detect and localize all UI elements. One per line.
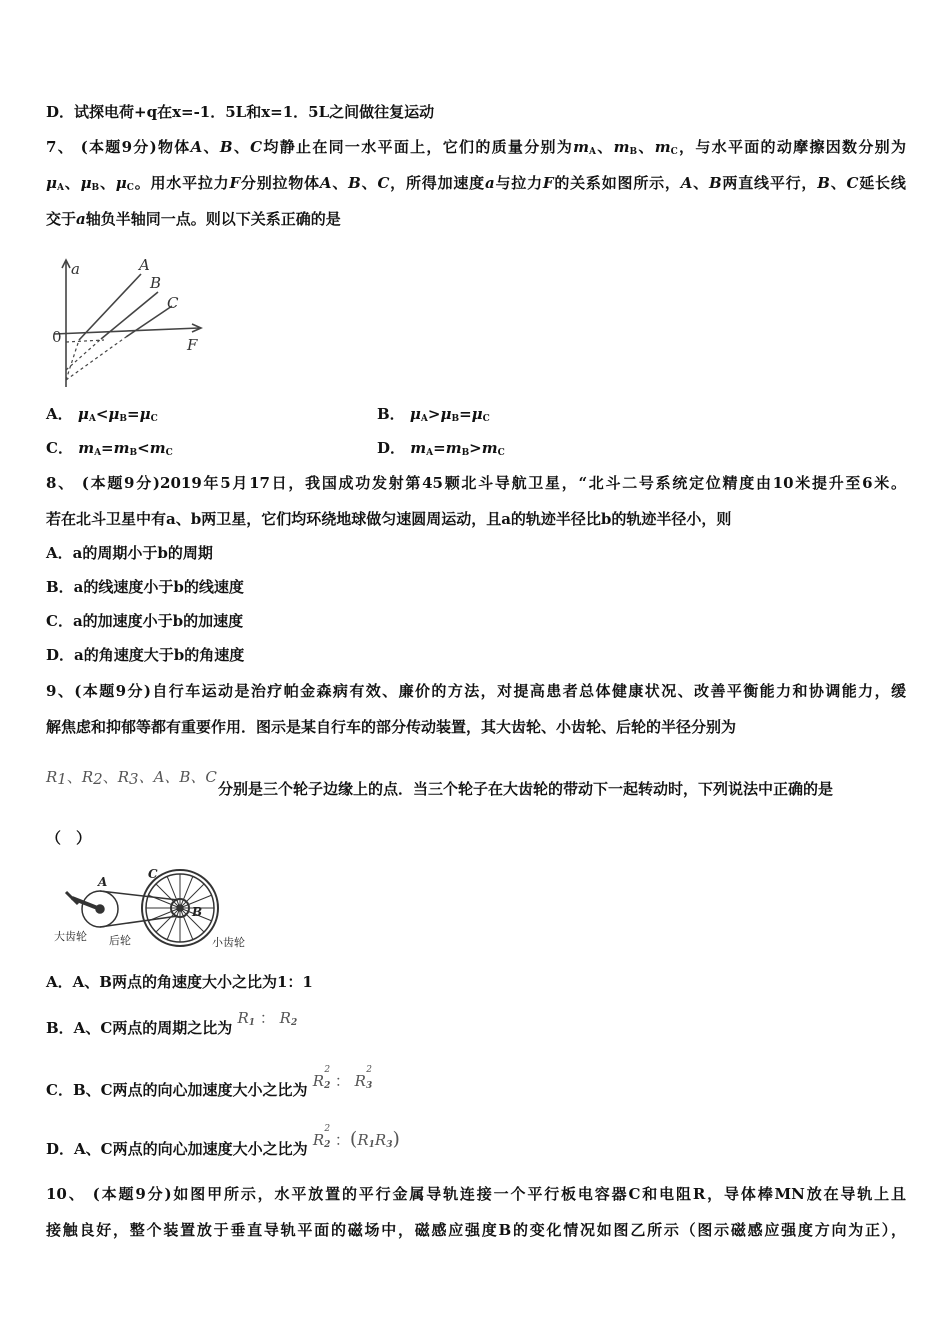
line-c-dashed (66, 337, 126, 380)
q9-option-a: A．A、B两点的角速度大小之比为1：1 (46, 973, 313, 991)
q7-option-c: C． $m_A=m_B<m_C$ (46, 439, 173, 458)
line-c-label: C (167, 294, 179, 312)
point-b-label: B (192, 905, 203, 919)
q9-line1: 9、(本题9分)自行车运动是治疗帕金森病有效、廉价的方法，对提高患者总体健康状况、改善平衡能力和协调能力，缓 (46, 682, 906, 700)
q9-option-b: B．A、C两点的周期之比为 $R_1$ ： $R_2$ (46, 1009, 298, 1037)
q7-line1: 7、 (本题9分)物体A、B、C均静止在同一水平面上，它们的质量分别为$m_A$、$m_B$、$m_C$，与水平面的动摩擦因数分别为 (46, 138, 906, 157)
q9-line3: 分别是三个轮子边缘上的点．当三个轮子在大齿轮的带动下一起转动时，下列说法中正确的是 (218, 780, 834, 798)
line-b-dashed (66, 339, 101, 370)
y-axis-label: a (71, 260, 80, 278)
small-gear-label: 小齿轮 (212, 936, 245, 949)
x-axis-label: F (187, 336, 198, 354)
q10-line2: 接触良好，整个装置放于垂直导轨平面的磁场中，磁感应强度B的变化情况如图乙所示（图示磁感应强度方向为正）， (46, 1221, 906, 1239)
x-axis (54, 328, 199, 334)
q9-paren: （ ） (46, 829, 92, 847)
q8-option-c: C．a的加速度小于b的加速度 (46, 612, 244, 630)
line-c (126, 306, 172, 337)
q9-option-d: D．A、C两点的向心加速度大小之比为 $R_2^2$ ：$(R_1R_3)$ (46, 1124, 400, 1158)
q6-option-d: D．试探电荷+q在x=-1．5L和x=1．5L之间做往复运动 (46, 103, 435, 121)
q9-bicycle-drive-figure (52, 864, 262, 954)
big-gear-label: 大齿轮 (54, 930, 87, 943)
q7-line2: $\mu_A$、$\mu_B$、$\mu_C$。用水平拉力F分别拉物体A、B、C，所得加速度a与拉力F的关系如图所示，A、B两直线平行，B、C延长线 (46, 174, 906, 193)
line-b-label: B (150, 274, 162, 292)
q8-line2: 若在北斗卫星中有a、b两卫星，它们均环绕地球做匀速圆周运动，且a的轨迹半径比b的轨迹半径小，则 (46, 510, 732, 528)
point-a-label: A (98, 875, 108, 889)
q7-option-d: D． $m_A=m_B>m_C$ (377, 439, 505, 458)
q9-radii-math: $R_1$、$R_2$、$R_3$、A、B、C (46, 768, 217, 788)
q9-line2: 解焦虑和抑郁等都有重要作用．图示是某自行车的部分传动装置，其大齿轮、小齿轮、后轮的半径分别为 (46, 718, 737, 736)
q8-option-a: A．a的周期小于b的周期 (46, 544, 213, 562)
rear-wheel-label: 后轮 (109, 934, 131, 947)
line-b (101, 292, 158, 339)
q8-option-b: B．a的线速度小于b的线速度 (46, 578, 244, 596)
q7-a-f-graph (44, 252, 214, 397)
q9-option-c: C．B、C两点的向心加速度大小之比为 $R_2^2$ ： $R_3^2$ (46, 1065, 373, 1099)
q7-option-a: A． $\mu_A<\mu_B=\mu_C$ (46, 405, 158, 424)
origin-label: 0 (52, 328, 62, 346)
point-c-label: C (148, 867, 158, 881)
q8-line1: 8、 (本题9分)2019年5月17日，我国成功发射第45颗北斗导航卫星，“北斗二号系统定位精度由10米提升至6米。 (46, 474, 906, 492)
q8-option-d: D．a的角速度大于b的角速度 (46, 646, 245, 664)
q7-option-b: B． $\mu_A>\mu_B=\mu_C$ (377, 405, 490, 424)
q10-line1: 10、 (本题9分)如图甲所示，水平放置的平行金属导轨连接一个平行板电容器C和电阻R，导体棒MN放在导轨上且 (46, 1185, 906, 1203)
q7-line3: 交于a轴负半轴同一点。则以下关系正确的是 (46, 210, 341, 228)
line-a-label: A (139, 256, 150, 274)
